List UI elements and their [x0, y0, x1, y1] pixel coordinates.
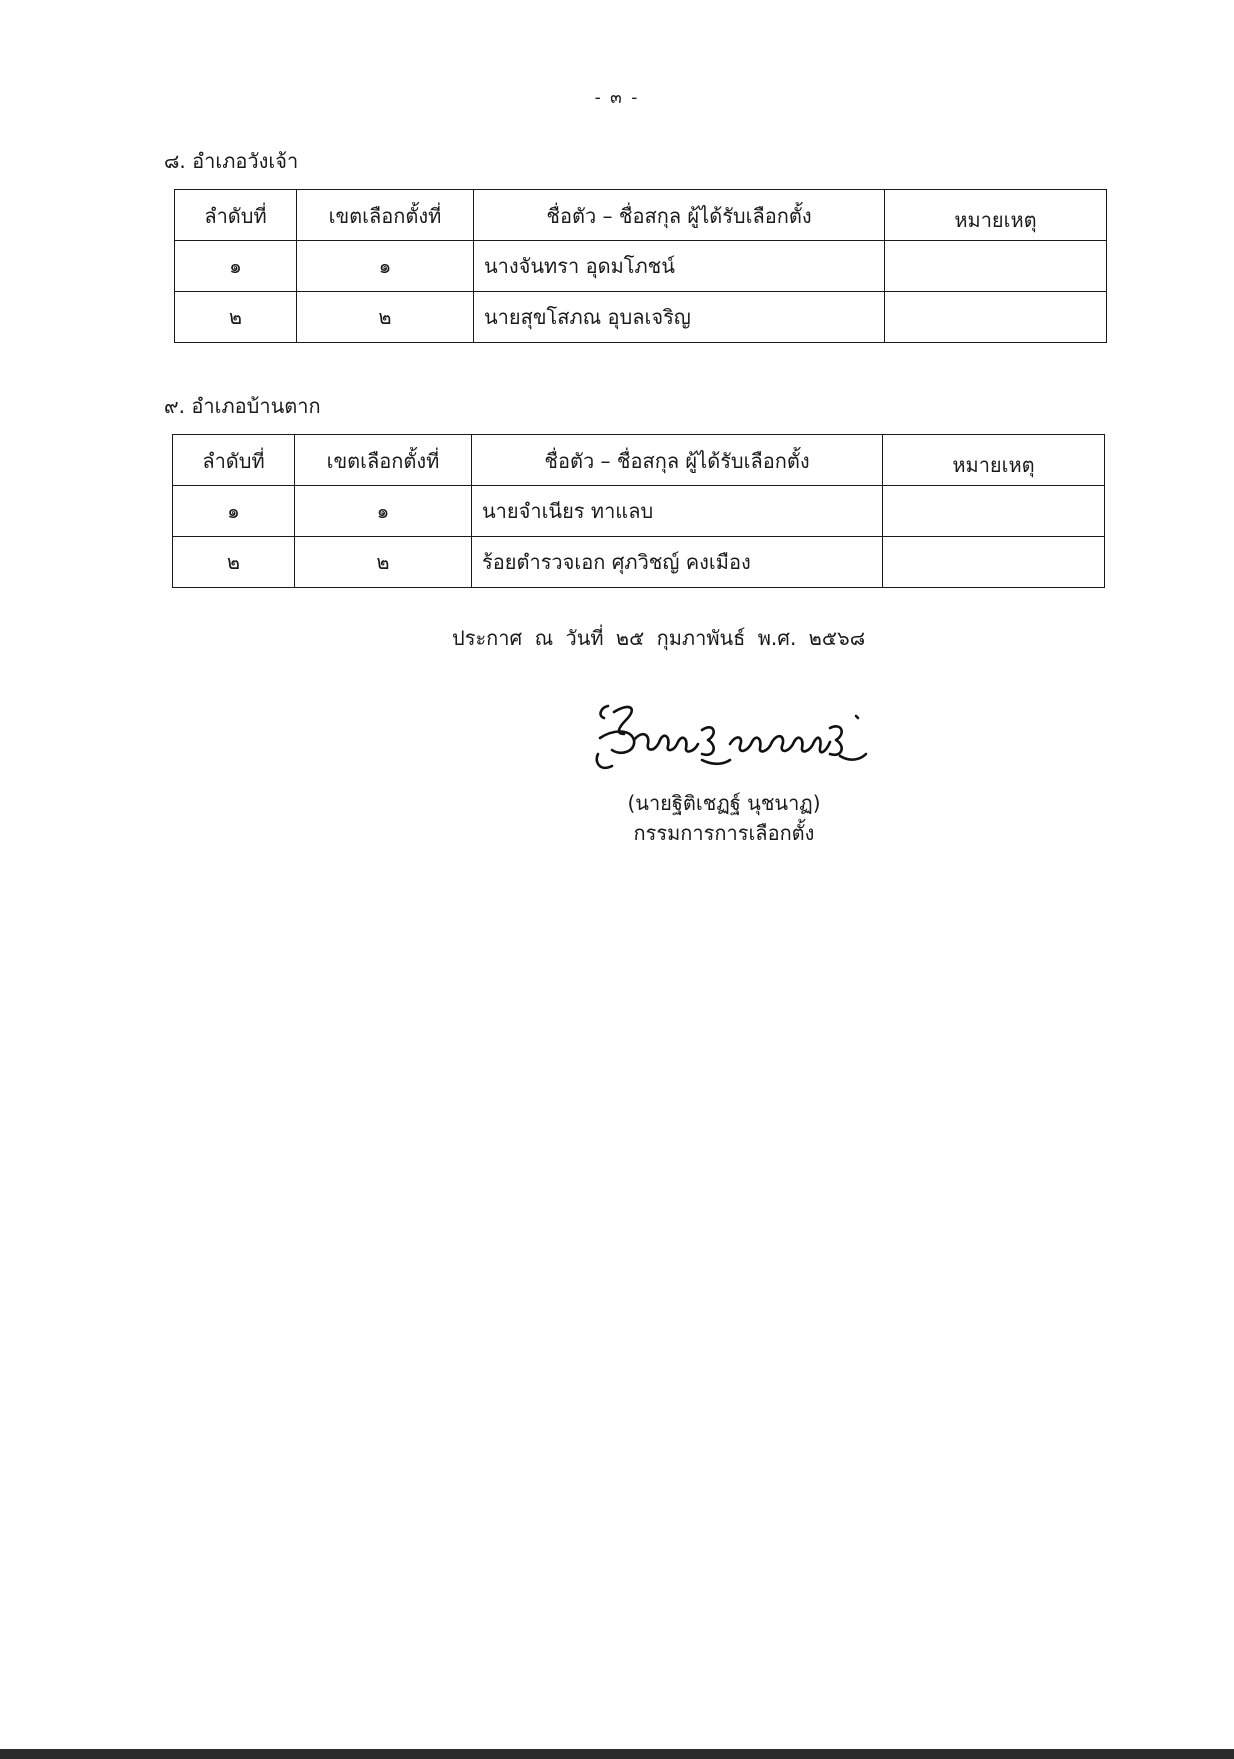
signer-name: (นายฐิติเชฏฐ์ นุชนาฏ)	[627, 791, 821, 815]
page-number: - ๓ -	[594, 88, 640, 108]
cell-remark	[885, 292, 1107, 343]
cell-order: ๒	[173, 537, 295, 588]
announcement-date: ประกาศ ณ วันที่ ๒๕ กุมภาพันธ์ พ.ศ. ๒๕๖๘	[452, 626, 866, 650]
cell-name: นางจันทรา อุดมโภชน์	[474, 241, 885, 292]
cell-name: นายสุขโสภณ อุบลเจริญ	[474, 292, 885, 343]
column-header-district: เขตเลือกตั้งที่	[295, 435, 472, 486]
cell-name: ร้อยตำรวจเอก ศุภวิชญ์ คงเมือง	[472, 537, 883, 588]
cell-district: ๒	[295, 537, 472, 588]
cell-remark	[883, 537, 1105, 588]
results-table-wang-chao	[174, 189, 1107, 343]
cell-order: ๒	[175, 292, 297, 343]
results-table-ban-tak	[172, 434, 1105, 588]
cell-district: ๑	[295, 486, 472, 537]
section-heading-ban-tak: ๙. อำเภอบ้านตาก	[164, 394, 321, 418]
column-header-name: ชื่อตัว – ชื่อสกุล ผู้ได้รับเลือกตั้ง	[474, 190, 885, 241]
table-row	[175, 241, 1107, 292]
cell-order: ๑	[175, 241, 297, 292]
handwritten-signature	[590, 694, 890, 784]
cell-district: ๒	[297, 292, 474, 343]
cell-district: ๑	[297, 241, 474, 292]
section-heading-wang-chao: ๘. อำเภอวังเจ้า	[164, 149, 299, 173]
column-header-order: ลำดับที่	[175, 190, 297, 241]
column-header-remarks: หมายเหตุ	[883, 435, 1105, 486]
column-header-remarks: หมายเหตุ	[885, 190, 1107, 241]
table-header-row	[175, 190, 1107, 241]
cell-order: ๑	[173, 486, 295, 537]
column-header-order: ลำดับที่	[173, 435, 295, 486]
signer-title: กรรมการการเลือกตั้ง	[633, 821, 815, 845]
cell-name: นายจำเนียร ทาแลบ	[472, 486, 883, 537]
table-row	[175, 292, 1107, 343]
table-header-row	[173, 435, 1105, 486]
column-header-district: เขตเลือกตั้งที่	[297, 190, 474, 241]
cell-remark	[885, 241, 1107, 292]
table-row	[173, 537, 1105, 588]
table-row	[173, 486, 1105, 537]
scan-bottom-edge	[0, 1749, 1234, 1759]
column-header-name: ชื่อตัว – ชื่อสกุล ผู้ได้รับเลือกตั้ง	[472, 435, 883, 486]
cell-remark	[883, 486, 1105, 537]
